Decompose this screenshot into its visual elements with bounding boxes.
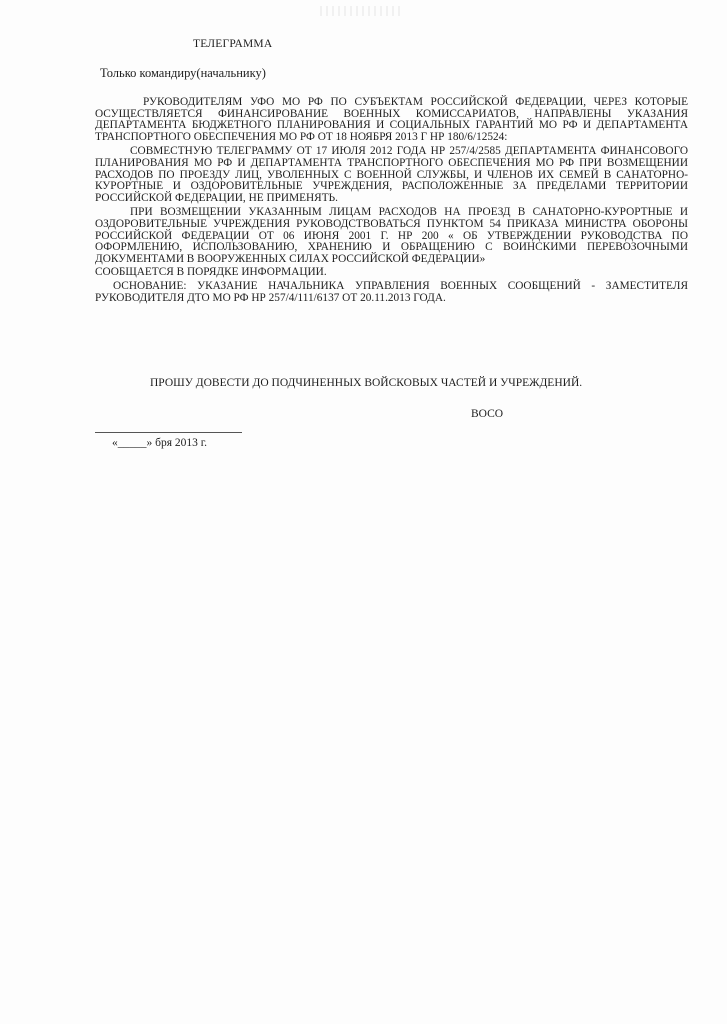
paragraph-joint-telegram: СОВМЕСТНУЮ ТЕЛЕГРАММУ ОТ 17 ИЮЛЯ 2012 ГОДА НР 257/4/2585 ДЕПАРТАМЕНТА ФИНАНСОВОГО ПЛАНИРОВАНИЯ МО РФ И ДЕПАРТАМЕНТА ТРАНСПОРТНОГО ОБЕСПЕЧЕНИЯ МО РФ ПРИ ВОЗМЕЩЕНИИ РАСХОДОВ ПО ПРОЕЗДУ ЛИЦ, УВОЛЕННЫХ С ВОЕННОЙ СЛУЖБЫ, И ЧЛЕНОВ ИХ СЕМЕЙ В САНАТОРНО-КУРОРТНЫЕ И ОЗДОРОВИТЕЛЬНЫЕ УЧРЕЖДЕНИЯ, РАСПОЛОЖЕННЫЕ ЗА ПРЕДЕЛАМИ ТЕРРИТОРИИ РОССИЙСКОЙ ФЕДЕРАЦИИ, НЕ ПРИМЕНЯТЬ.	[95, 145, 688, 204]
telegram-body	[95, 97, 688, 304]
sender-signature: ВОСО	[471, 408, 504, 420]
request-line: ПРОШУ ДОВЕСТИ ДО ПОДЧИНЕННЫХ ВОЙСКОВЫХ ЧАСТЕЙ И УЧРЕЖДЕНИЙ.	[150, 377, 583, 389]
paragraph-directive: РУКОВОДИТЕЛЯМ УФО МО РФ ПО СУБЪЕКТАМ РОССИЙСКОЙ ФЕДЕРАЦИИ, ЧЕРЕЗ КОТОРЫЕ ОСУЩЕСТВЛЯЕТСЯ ФИНАНСИРОВАНИЕ ВОЕННЫХ КОМИССАРИАТОВ, НАПРАВЛЕНЫ УКАЗАНИЯ ДЕПАРТАМЕНТА БЮДЖЕТНОГО ПЛАНИРОВАНИЯ И СОЦИАЛЬНЫХ ГАРАНТИЙ МО РФ И ДЕПАРТАМЕНТА ТРАНСПОРТНОГО ОБЕСПЕЧЕНИЯ МО РФ ОТ 18 НОЯБРЯ 2013 Г НР 180/6/12524:	[95, 96, 688, 143]
paragraph-reimbursement: ПРИ ВОЗМЕЩЕНИИ УКАЗАННЫМ ЛИЦАМ РАСХОДОВ НА ПРОЕЗД В САНАТОРНО-КУРОРТНЫЕ И ОЗДОРОВИТЕЛЬНЫЕ УЧРЕЖДЕНИЯ РУКОВОДСТВОВАТЬСЯ ПУНКТОМ 54 ПРИКАЗА МИНИСТРА ОБОРОНЫ РОССИЙСКОЙ ФЕДЕРАЦИИ ОТ 06 ИЮНЯ 2001 Г. НР 200 « ОБ УТВЕРЖДЕНИИ РУКОВОДСТВА ПО ОФОРМЛЕНИЮ, ИСПОЛЬЗОВАНИЮ, ХРАНЕНИЮ И ОБРАЩЕНИЮ С ВОИНСКИМИ ПЕРЕВОЗОЧНЫМИ ДОКУМЕНТАМИ В ВООРУЖЕННЫХ СИЛАХ РОССИЙСКОЙ ФЕДЕРАЦИИ»	[95, 206, 688, 265]
date-line: «_____» бря 2013 г.	[112, 437, 208, 449]
paragraph-information: СООБЩАЕТСЯ В ПОРЯДКЕ ИНФОРМАЦИИ.	[95, 266, 327, 279]
paragraph-basis: ОСНОВАНИЕ: УКАЗАНИЕ НАЧАЛЬНИКА УПРАВЛЕНИЯ ВОЕННЫХ СООБЩЕНИЙ - ЗАМЕСТИТЕЛЯ РУКОВОДИТЕЛЯ ДТО МО РФ НР 257/4/111/6137 ОТ 20.11.2013 ГОДА.	[95, 279, 688, 304]
signature-rule	[95, 432, 242, 433]
document-title: ТЕЛЕГРАММА	[193, 38, 273, 50]
scan-artifact	[320, 6, 400, 16]
addressee-line: Только командиру(начальнику)	[100, 66, 266, 80]
